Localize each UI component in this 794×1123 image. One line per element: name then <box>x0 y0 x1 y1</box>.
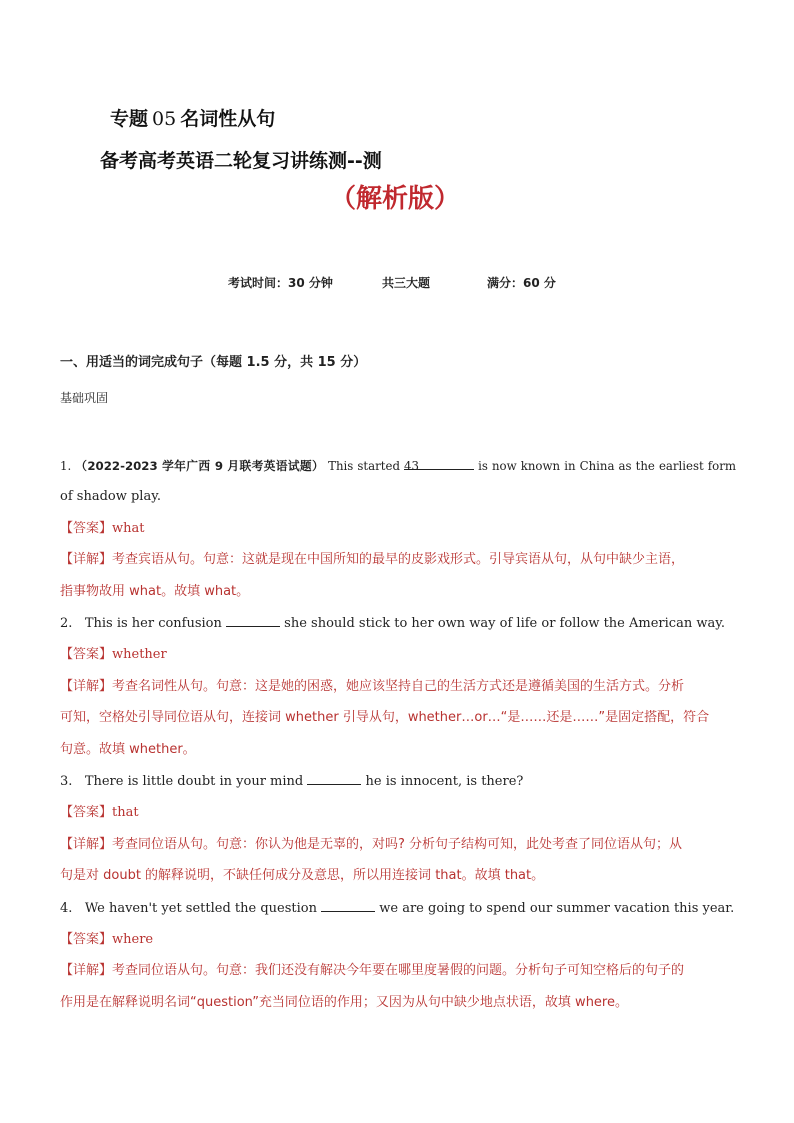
detail-text: 可知，空格处引导同位语从句，连接词 whether 引导从句，whether…or…“是……还是……”是固定搭配，符合 <box>60 710 710 725</box>
detail-line <box>60 677 736 697</box>
topic-title <box>110 104 275 131</box>
question-text: This is her confusion <box>84 616 222 631</box>
detail-text: 考查名词性从句。句意：这是她的困惑，她应该坚持自己的生活方式还是遵循美国的生活方式。分析 <box>112 679 685 694</box>
section-subheading: 基础巩固 <box>60 391 109 405</box>
section-heading: 一、用适当的词完成句子（每题 1.5 分，共 15 分） <box>60 355 367 370</box>
question-text-cont: of shadow play. <box>60 489 161 504</box>
answer-blank <box>226 613 280 627</box>
question-1 <box>60 456 736 476</box>
detail-text: 考查同位语从句。句意：我们还没有解决今年要在哪里度暑假的问题。分析句子可知空格后的句子的 <box>112 963 685 978</box>
question-number: 3. <box>60 774 73 789</box>
answer-line <box>60 930 736 950</box>
question-number: 2. <box>60 616 73 631</box>
question-number: 1. <box>60 459 72 473</box>
document-subtitle: 备考高考英语二轮复习讲练测--测 <box>100 150 382 172</box>
blank-number: 43 <box>404 459 419 473</box>
answer-line <box>60 645 736 665</box>
question-2 <box>60 613 736 634</box>
answer-label: 【答案】 <box>60 805 113 820</box>
detail-line <box>60 550 736 570</box>
detail-text: 句是对 doubt 的解释说明，不缺任何成分及意思，所以用连接词 that。故填 that。 <box>60 868 545 883</box>
detail-line <box>60 961 736 981</box>
detail-label: 【详解】 <box>60 963 113 978</box>
question-text: we are going to spend our summer vacation this year. <box>379 901 735 916</box>
answer-blank <box>321 898 375 912</box>
topic-prefix: 专题 <box>110 108 149 130</box>
detail-line <box>60 835 736 855</box>
answer-label: 【答案】 <box>60 521 113 536</box>
answer-value: what <box>112 521 145 536</box>
question-text: We haven't yet settled the question <box>84 901 317 916</box>
question-text: she should stick to her own way of life or follow the American way. <box>284 616 725 631</box>
answer-label: 【答案】 <box>60 647 113 662</box>
question-text: is now known in China as the earliest form <box>478 459 736 473</box>
detail-text: 句意。故填 whether。 <box>60 742 196 757</box>
question-4 <box>60 898 736 919</box>
exam-time: 考试时间：30 分钟 <box>228 276 333 290</box>
exam-score: 满分：60 分 <box>487 276 556 290</box>
detail-label: 【详解】 <box>60 837 113 852</box>
question-text: This started <box>328 459 400 473</box>
topic-number: 05 <box>152 108 177 130</box>
answer-value: whether <box>112 647 167 662</box>
detail-text: 指事物故用 what。故填 what。 <box>60 584 250 599</box>
detail-text: 考查同位语从句。句意：你认为他是无辜的，对吗? 分析句子结构可知，此处考查了同位语从句；从 <box>112 837 683 852</box>
answer-value: where <box>112 932 154 947</box>
answer-value: that <box>112 805 139 820</box>
question-source: （2022-2023 学年广西 9 月联考英语试题） <box>75 459 325 473</box>
question-3 <box>60 771 736 792</box>
detail-text: 作用是在解释说明名词“question”充当同位语的作用；又因为从句中缺少地点状语，故填 where。 <box>60 995 628 1010</box>
version-label: （解析版） <box>330 184 461 214</box>
detail-label: 【详解】 <box>60 552 113 567</box>
answer-line <box>60 803 736 823</box>
answer-blank <box>307 771 361 785</box>
question-number: 4. <box>60 901 73 916</box>
answer-blank <box>404 456 474 473</box>
exam-parts: 共三大题 <box>382 276 431 290</box>
question-text: he is innocent, is there? <box>365 774 524 789</box>
topic-name: 名词性从句 <box>180 108 276 130</box>
question-text: There is little doubt in your mind <box>84 774 304 789</box>
detail-label: 【详解】 <box>60 679 113 694</box>
detail-text: 考查宾语从句。句意：这就是现在中国所知的最早的皮影戏形式。引导宾语从句，从句中缺少主语， <box>112 552 685 567</box>
answer-label: 【答案】 <box>60 932 113 947</box>
answer-line <box>60 519 736 539</box>
